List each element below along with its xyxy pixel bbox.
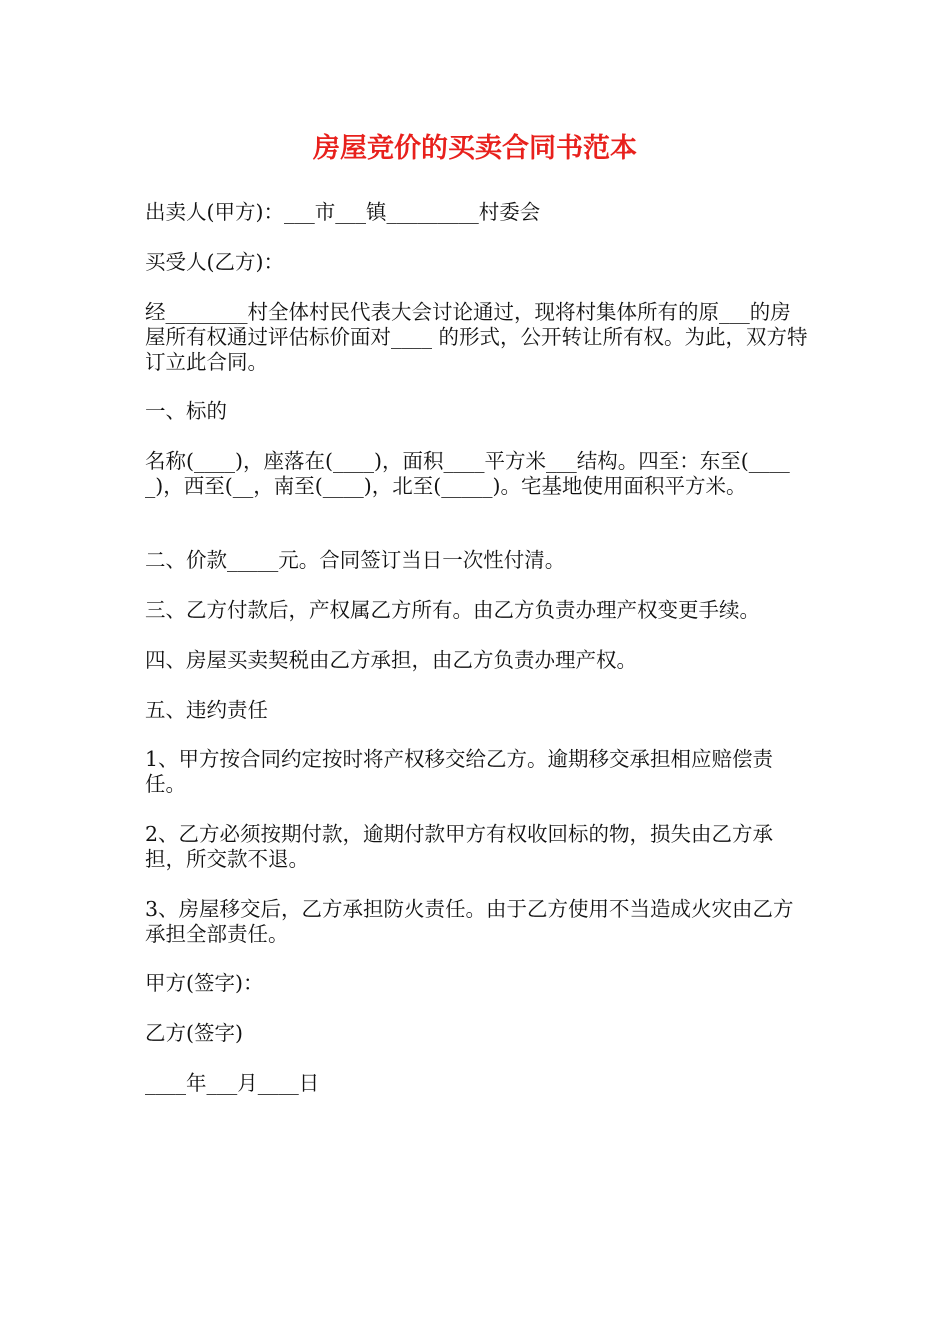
party-b-signature: 乙方(签字): [145, 1021, 243, 1045]
section-heading-subject: 一、标的: [145, 399, 227, 423]
seller-line: 出卖人(甲方)：___市___镇_________村委会: [145, 200, 541, 224]
price-paragraph: 二、价款_____元。合同签订当日一次性付清。: [145, 548, 566, 572]
tax-paragraph: 四、房屋买卖契税由乙方承担，由乙方负责办理产权。: [145, 648, 637, 672]
liability-clause-3: 3、房屋移交后，乙方承担防火责任。由于乙方使用不当造成火灾由乙方承担全部责任。: [145, 897, 794, 946]
section-heading-liability: 五、违约责任: [145, 698, 268, 722]
date-line: ____年___月____日: [145, 1071, 320, 1095]
document-title: 房屋竞价的买卖合同书范本: [313, 133, 637, 164]
ownership-paragraph: 三、乙方付款后，产权属乙方所有。由乙方负责办理产权变更手续。: [145, 598, 760, 622]
liability-clause-1: 1、甲方按合同约定按时将产权移交给乙方。逾期移交承担相应赔偿责任。: [145, 747, 774, 796]
liability-clause-2: 2、乙方必须按期付款，逾期付款甲方有权收回标的物，损失由乙方承担，所交款不退。: [145, 822, 774, 871]
subject-paragraph: 名称(____)，座落在(____)，面积____平方米___结构。四至：东至(_____)，西至(__，南至(____)，北至(_____)。宅基地使用面积平方米。: [145, 449, 790, 498]
party-a-signature: 甲方(签字)：: [145, 971, 264, 995]
buyer-line: 买受人(乙方)：: [145, 250, 284, 274]
preamble-paragraph: 经________村全体村民代表大会讨论通过，现将村集体所有的原___的房屋所有权通过评估标价面对____ 的形式，公开转让所有权。为此，双方特订立此合同。: [145, 300, 808, 374]
